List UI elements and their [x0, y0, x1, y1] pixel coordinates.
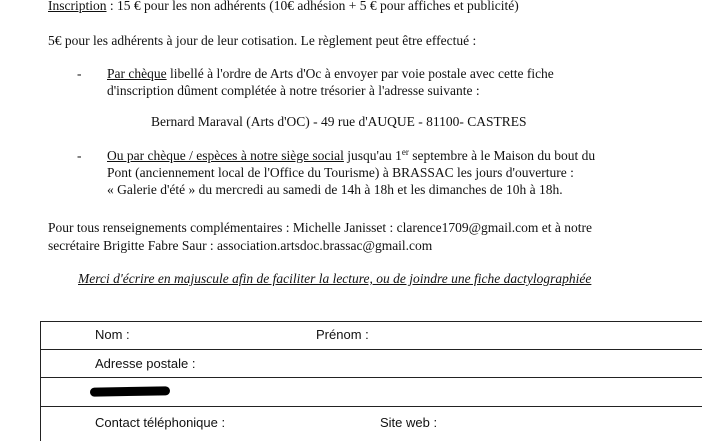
- redacted-text: [90, 386, 170, 396]
- form-adresse-text: Adresse postale: [95, 356, 189, 371]
- form-adresse-label: [95, 356, 195, 372]
- form-divider-2: [40, 377, 702, 378]
- form-divider-1: [40, 349, 702, 350]
- form-siteweb-label: Site web :: [380, 415, 438, 430]
- bullet-2-end: septembre à le Maison du bout du: [408, 148, 596, 163]
- bullet-2-line-3: « Galerie d'été » du mercredi au samedi de 14h à 18h et les dimanches de 10h à 18h.: [107, 182, 563, 197]
- bullet-2-line-2: Pont (anciennement local de l'Office du Tourisme) à BRASSAC les jours d'ouverture :: [107, 165, 574, 180]
- bullet-1-line-1: [107, 66, 554, 82]
- bullet-1-line-2: d'inscription dûment complétée à notre trésorier à l'adresse suivante :: [107, 83, 480, 98]
- form-telephone-label: Contact téléphonique :: [95, 415, 226, 430]
- treasurer-address: Bernard Maraval (Arts d'OC) - 49 rue d'AUQUE - 81100- CASTRES: [151, 114, 527, 129]
- bullet-2-line-1: [107, 148, 595, 164]
- inscription-text: : 15 € pour les non adhérents (10€ adhésion + 5 € pour affiches et publicité): [106, 0, 519, 13]
- bullet-2-underlined: Ou par chèque / espèces à notre siège social: [107, 148, 344, 163]
- members-line: 5€ pour les adhérents à jour de leur cotisation. Le règlement peut être effectué :: [48, 33, 477, 48]
- bullet-1-underlined: Par chèque: [107, 66, 167, 81]
- capitals-note: Merci d'écrire en majuscule afin de faciliter la lecture, ou de joindre une fiche dactylographiée: [78, 271, 592, 286]
- form-nom-label: Nom :: [95, 327, 130, 342]
- bullet-1-dash: -: [77, 66, 82, 81]
- inscription-label: Inscription: [48, 0, 107, 13]
- form-adresse-colon: :: [188, 356, 196, 371]
- bullet-2-mid: jusqu'au 1: [343, 148, 402, 163]
- form-prenom-label: Prénom :: [316, 327, 369, 342]
- contact-line-2: secrétaire Brigitte Fabre Saur : association.artsdoc.brassac@gmail.com: [48, 238, 433, 253]
- form-divider-3: [40, 406, 702, 407]
- bullet-1-rest: libellé à l'ordre de Arts d'Oc à envoyer par voie postale avec cette fiche: [166, 66, 554, 81]
- inscription-line: [48, 0, 519, 14]
- bullet-2-sup: er: [401, 147, 409, 157]
- bullet-2-dash: -: [77, 148, 82, 163]
- contact-line-1: Pour tous renseignements complémentaires : Michelle Janisset : clarence1709@gmail.com et à notre: [48, 220, 593, 235]
